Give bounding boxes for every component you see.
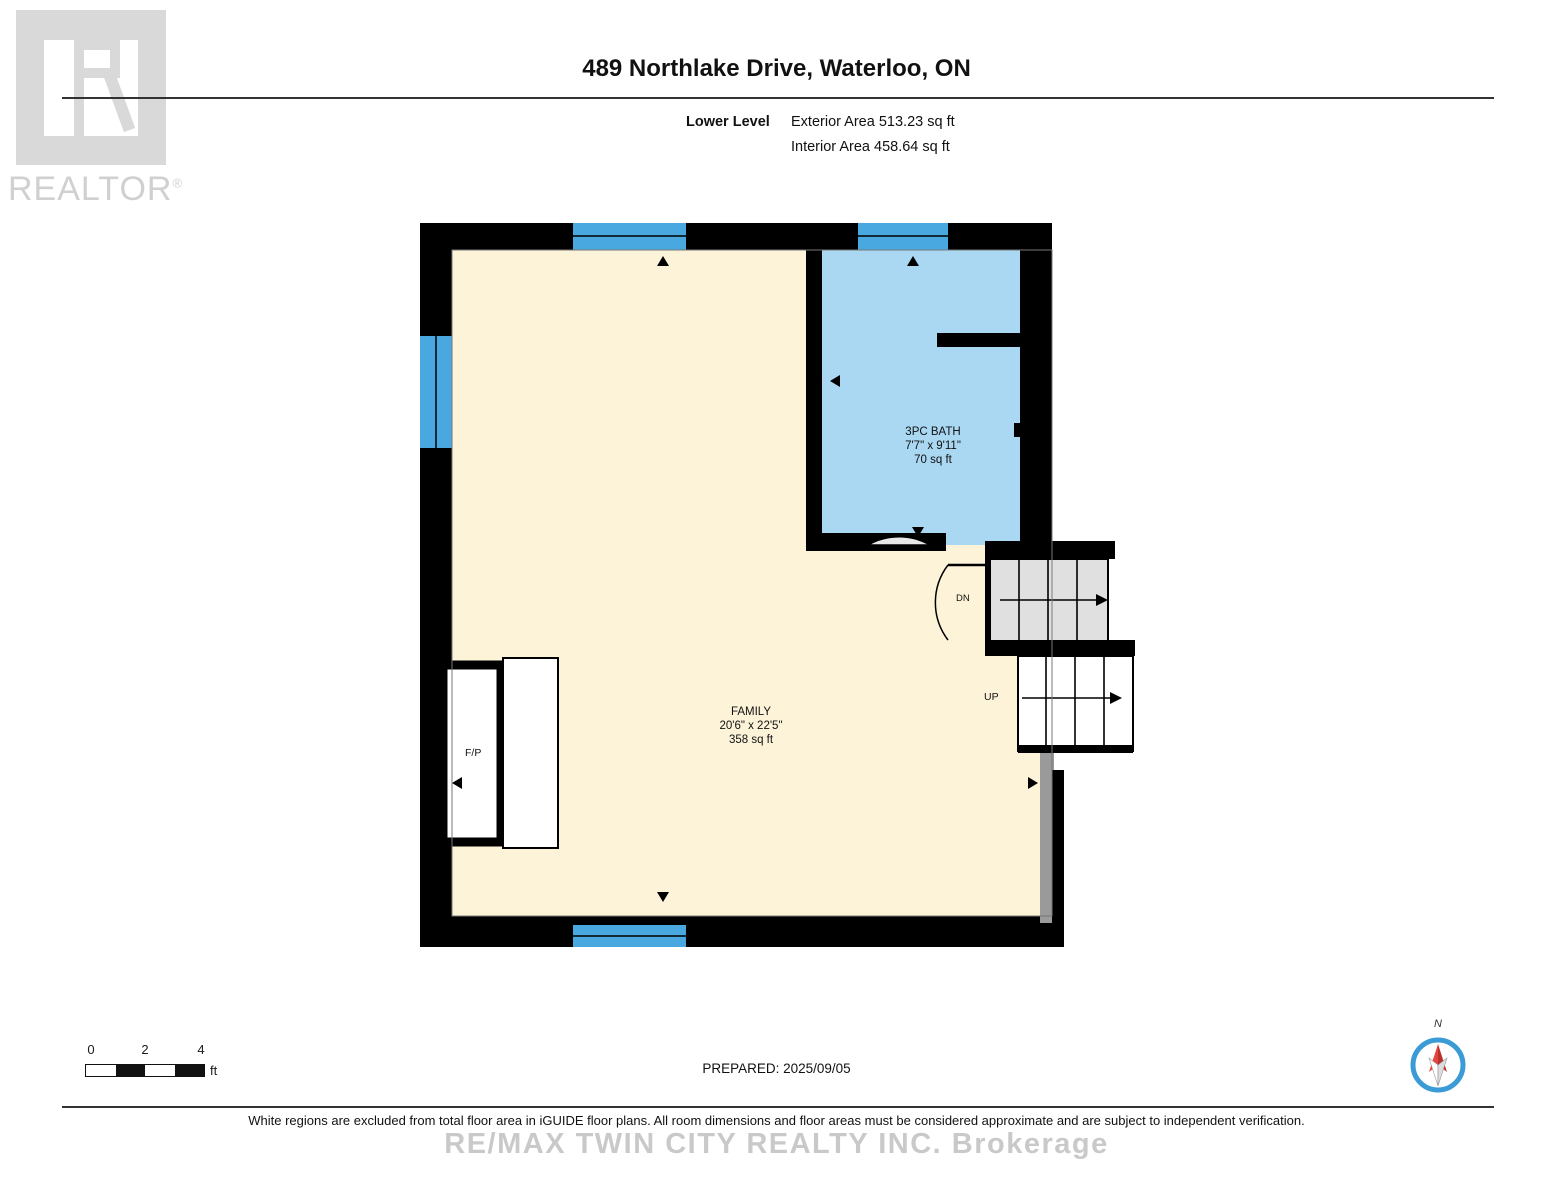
room-label-bath-area: 70 sq ft — [914, 454, 952, 466]
interior-area: Interior Area 458.64 sq ft — [791, 139, 950, 155]
room-label-family-name: FAMILY — [730, 706, 772, 718]
room-label-family-area: 358 sq ft — [728, 734, 774, 746]
fireplace-label: F/P — [465, 747, 482, 759]
scale-tick-0: 0 — [87, 1042, 95, 1057]
exterior-wall-right-bottom — [1052, 770, 1064, 947]
compass-north-label: N — [1434, 1018, 1442, 1030]
prepared-date: PREPARED: 2025/09/05 — [702, 1061, 851, 1076]
exterior-area: Exterior Area 513.23 sq ft — [791, 114, 955, 130]
exterior-wall-bottom — [420, 916, 1052, 947]
scale-numbers — [85, 1042, 220, 1060]
stairs-up-label: UP — [984, 691, 999, 703]
compass-icon — [1405, 1032, 1471, 1098]
footer-divider — [62, 1106, 1494, 1108]
stair-up-base — [1018, 745, 1133, 753]
disclaimer-text: White regions are excluded from total floor area in iGUIDE floor plans. All room dimensions and floor areas must be considered approximate and are subject to independent verification. — [248, 1113, 1305, 1128]
interior-wall-bath-right-stub — [1014, 423, 1052, 437]
stair-wall-mid — [985, 640, 1135, 656]
scale-tick-2: 2 — [141, 1042, 149, 1057]
realtor-wordmark-text: REALTOR — [8, 170, 173, 208]
scale-unit: ft — [210, 1063, 218, 1078]
room-label-bath — [888, 425, 978, 467]
exterior-wall-right-upper — [1020, 223, 1052, 553]
compass-rose — [1405, 1018, 1471, 1098]
registered-mark: ® — [172, 175, 184, 191]
level-name: Lower Level — [686, 114, 770, 130]
room-label-family-dimensions: 20'6" x 22'5" — [719, 720, 783, 732]
room-label-bath-dimensions: 7'7" x 9'11" — [905, 440, 961, 452]
brokerage-watermark: RE/MAX TWIN CITY REALTY INC. Brokerage — [444, 1128, 1109, 1160]
room-label-family — [697, 705, 805, 747]
stairs-down-label: DN — [956, 593, 970, 604]
exterior-wall-top — [420, 223, 1052, 250]
interior-wall-bath-left — [806, 250, 822, 545]
stair-wall-top — [985, 541, 1115, 559]
fireplace-hearth — [503, 658, 558, 848]
interior-wall-bath-niche — [937, 333, 1045, 347]
page-title: 489 Northlake Drive, Waterloo, ON — [582, 55, 971, 82]
scale-tick-4: 4 — [197, 1042, 205, 1057]
room-label-bath-name: 3PC BATH — [905, 426, 961, 438]
